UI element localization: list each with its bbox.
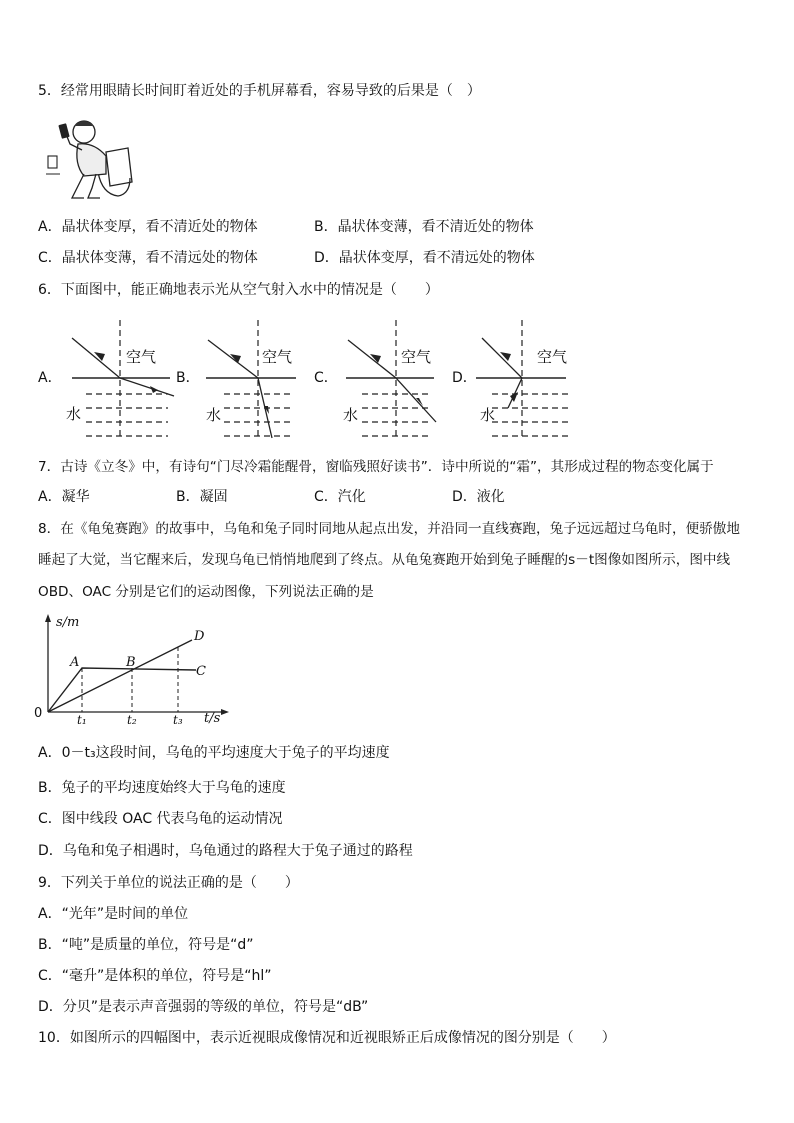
q8-tick-t3: t₃ xyxy=(173,713,183,727)
q6-air-label-b: 空气 xyxy=(262,348,293,366)
q8-stem-line-3: OBD、OAC 分别是它们的运动图像，下列说法正确的是 xyxy=(38,584,374,600)
q8-option-c: C．图中线段 OAC 代表乌龟的运动情况 xyxy=(38,811,283,827)
q8-line-obd xyxy=(48,640,192,712)
q8-ylabel: s/m xyxy=(56,615,80,630)
q6-water-label-c: 水 xyxy=(343,406,359,424)
q6-diagram-d xyxy=(472,318,597,443)
q6-water-label-d: 水 xyxy=(480,406,496,424)
q6-label-a: A． xyxy=(38,370,62,386)
q10-stem: 10．如图所示的四幅图中，表示近视眼成像情况和近视眼矫正后成像情况的图分别是（ ） xyxy=(38,1030,616,1046)
q6-label-b: B． xyxy=(176,370,200,386)
q6-diagram-b xyxy=(196,318,321,443)
q5-option-b: B．晶状体变薄，看不清近处的物体 xyxy=(314,219,534,235)
q9-option-b: B．“吨”是质量的单位，符号是“d” xyxy=(38,937,254,953)
q7-stem: 7．古诗《立冬》中，有诗句“门尽冷霜能醒骨，窗临残照好读书”．诗中所说的“霜”，其形成过程的物态变化属于 xyxy=(38,459,714,475)
q5-option-a: A．晶状体变厚，看不清近处的物体 xyxy=(38,219,258,235)
q9-stem: 9．下列关于单位的说法正确的是（ ） xyxy=(38,875,299,891)
q6-air-label-a: 空气 xyxy=(126,348,157,366)
q6-air-label-d: 空气 xyxy=(537,348,568,366)
phone-user-illustration xyxy=(44,112,140,204)
q8-xlabel: t/s xyxy=(204,711,221,726)
q8-stem-line-2: 睡起了大觉，当它醒来后，发现乌龟已悄悄地爬到了终点。从龟兔赛跑开始到兔子睡醒的s－t图像如图所示，图中线 xyxy=(38,552,731,568)
q9-option-c: C．“毫升”是体积的单位，符号是“hl” xyxy=(38,968,272,984)
q6-water-label-a: 水 xyxy=(66,405,82,423)
q8-option-b: B．兔子的平均速度始终大于乌龟的速度 xyxy=(38,780,286,796)
q8-option-a: A．0－t₃这段时间，乌龟的平均速度大于兔子的平均速度 xyxy=(38,745,390,761)
q8-tick-t1: t₁ xyxy=(77,713,87,727)
q7-option-b: B．凝固 xyxy=(176,489,228,505)
q8-point-c: C xyxy=(196,664,206,679)
q6-diagram-a xyxy=(58,318,183,443)
q6-label-d: D． xyxy=(452,370,477,386)
q8-option-d: D．乌龟和兔子相遇时，乌龟通过的路程大于兔子通过的路程 xyxy=(38,843,413,859)
q6-water-label-b: 水 xyxy=(206,406,222,424)
q5-option-d: D．晶状体变厚，看不清远处的物体 xyxy=(314,250,535,266)
q7-option-d: D．液化 xyxy=(452,489,505,505)
q8-tick-t2: t₂ xyxy=(127,713,137,727)
q8-stem-line-1: 8．在《龟兔赛跑》的故事中，乌龟和兔子同时同地从起点出发，并沿同一直线赛跑，兔子远远超过乌龟时，便骄傲地 xyxy=(38,521,740,537)
q8-point-a: A xyxy=(70,655,80,670)
q9-option-d: D．分贝”是表示声音强弱的等级的单位，符号是“dB” xyxy=(38,999,369,1015)
q7-option-c: C．汽化 xyxy=(314,489,366,505)
q6-label-c: C． xyxy=(314,370,338,386)
q5-option-c: C．晶状体变薄，看不清远处的物体 xyxy=(38,250,258,266)
q9-option-a: A．“光年”是时间的单位 xyxy=(38,906,189,922)
q8-origin: 0 xyxy=(34,706,43,721)
q8-point-b: B xyxy=(126,655,136,670)
q6-stem: 6．下面图中，能正确地表示光从空气射入水中的情况是（ ） xyxy=(38,282,439,298)
q7-option-a: A．凝华 xyxy=(38,489,90,505)
q5-stem: 5．经常用眼睛长时间盯着近处的手机屏幕看，容易导致的后果是（ ） xyxy=(38,83,481,99)
q6-diagram-c xyxy=(334,318,459,443)
q6-air-label-c: 空气 xyxy=(401,348,432,366)
q8-point-d: D xyxy=(194,629,205,644)
